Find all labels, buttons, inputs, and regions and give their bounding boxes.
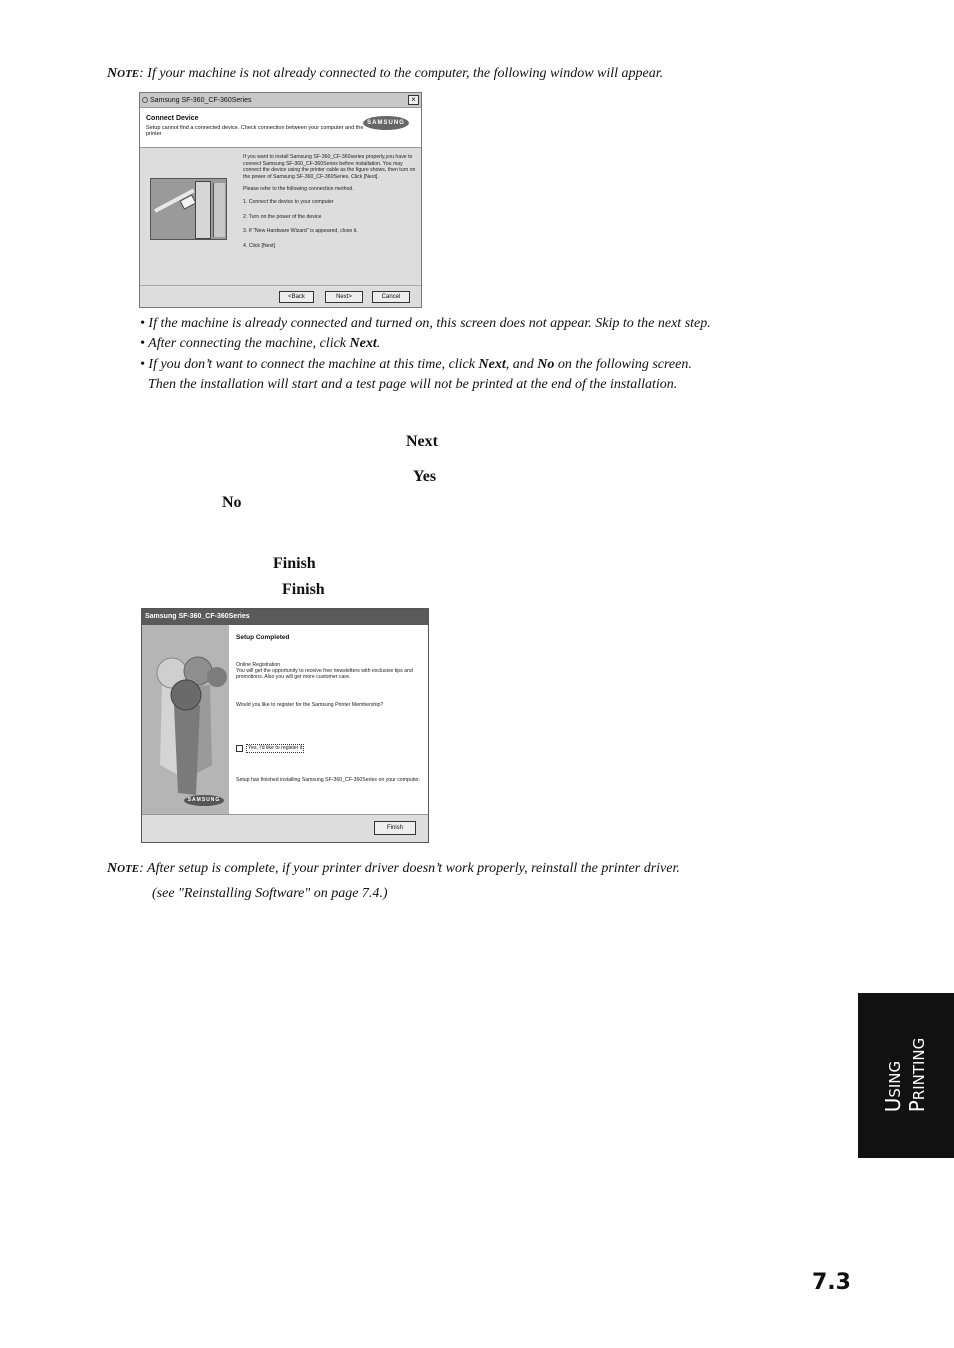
device-side [213,183,225,237]
setup-completed-window [141,608,429,843]
step-2: 2. Turn on the power of the device [243,213,322,220]
people-graphic [142,625,229,814]
dialog-heading: Connect Device [146,115,199,122]
keyword-finish-1: Finish [273,555,316,572]
registration-question: Would you like to register for the Samsung Printer Membership? [236,702,384,708]
keyword-no: No [222,494,242,511]
bullet-1: • If the machine is already connected and turned on, this screen does not appear. Skip to the next step. [140,316,711,331]
note-lead: NOTE [107,861,140,876]
note-text: : After setup is complete, if your printer driver doesn’t work properly, reinstall the printer driver. [139,861,680,876]
dialog-footer [142,814,428,842]
cancel-button[interactable]: Cancel [372,291,410,303]
instructions [243,154,418,257]
completion-heading: Setup Completed [236,634,290,641]
dialog-footer [140,285,421,307]
keyword-finish-2: Finish [282,581,325,598]
bullet-3-continued: Then the installation will start and a test page will not be printed at the end of the installation. [148,377,678,392]
page-number: 7.3 [812,1270,851,1295]
port-panel [195,181,211,239]
note-bottom [107,861,680,877]
refer-text: Please refer to the following connection method. [243,186,354,193]
keyword-next: Next [406,433,438,450]
window-title: Samsung SF-360_CF-360Series [150,97,252,104]
people-illustration [142,625,229,814]
app-icon [142,97,148,103]
printer-cable-illustration [150,178,227,240]
samsung-logo: SAMSUNG [184,795,224,806]
note-text: : If your machine is not already connected to the computer, the following window will appear. [139,66,664,81]
window-titlebar [140,93,421,108]
step-1: 1. Connect the device to your computer [243,198,334,205]
bullet-3: • If you don’t want to connect the machine at this time, click Next, and No on the following screen. [140,357,692,372]
samsung-logo: SAMSUNG [363,116,409,130]
close-icon[interactable]: × [408,95,419,105]
next-button[interactable]: Next> [325,291,363,303]
dialog-subheading: Setup cannot find a connected device. Check connection between your computer and the printer [146,125,364,137]
connect-device-window [139,92,422,308]
registration-text: You will get the opportunity to receive free newsletters with exclusive tips and promotions. Also you will get more customer care. [236,668,413,681]
keyword-yes: Yes [413,468,437,485]
dialog-body [140,148,421,288]
finish-button[interactable]: Finish [374,821,416,835]
window-header [140,108,421,148]
register-checkbox-label[interactable]: Yes, I'd like to register it [248,745,303,751]
back-button[interactable]: <Back [279,291,314,303]
intro-text: If you want to install Samsung SF-360_CF-360series properly,you have to connect Samsung SF-360_CF-360Series before installation. You may connect the device using the printer cable as the figure shows, then turn on the power of Samsung SF-360_CF-360Series. Click [Next]. [243,154,416,180]
note-lead: NOTE [107,66,140,81]
register-checkbox[interactable] [236,745,243,752]
chapter-tab [858,993,954,1158]
step-4: 4. Click [Next] [243,242,275,249]
note-reference: (see "Reinstalling Software" on page 7.4.) [152,886,388,901]
registration-title: Online Registration [236,662,281,668]
chapter-tab-label: USING PRINTING [881,1037,929,1113]
bullet-2: • After connecting the machine, click Next. [140,336,381,351]
window-title: Samsung SF-360_CF-360Series [142,609,428,625]
note-top [107,66,663,82]
step-3: 3. If "New Hardware Wizard" is appeared, close it. [243,228,358,235]
finished-text: Setup has finished installing Samsung SF-360_CF-360Series on your computer. [236,777,420,783]
completion-content [229,625,428,814]
